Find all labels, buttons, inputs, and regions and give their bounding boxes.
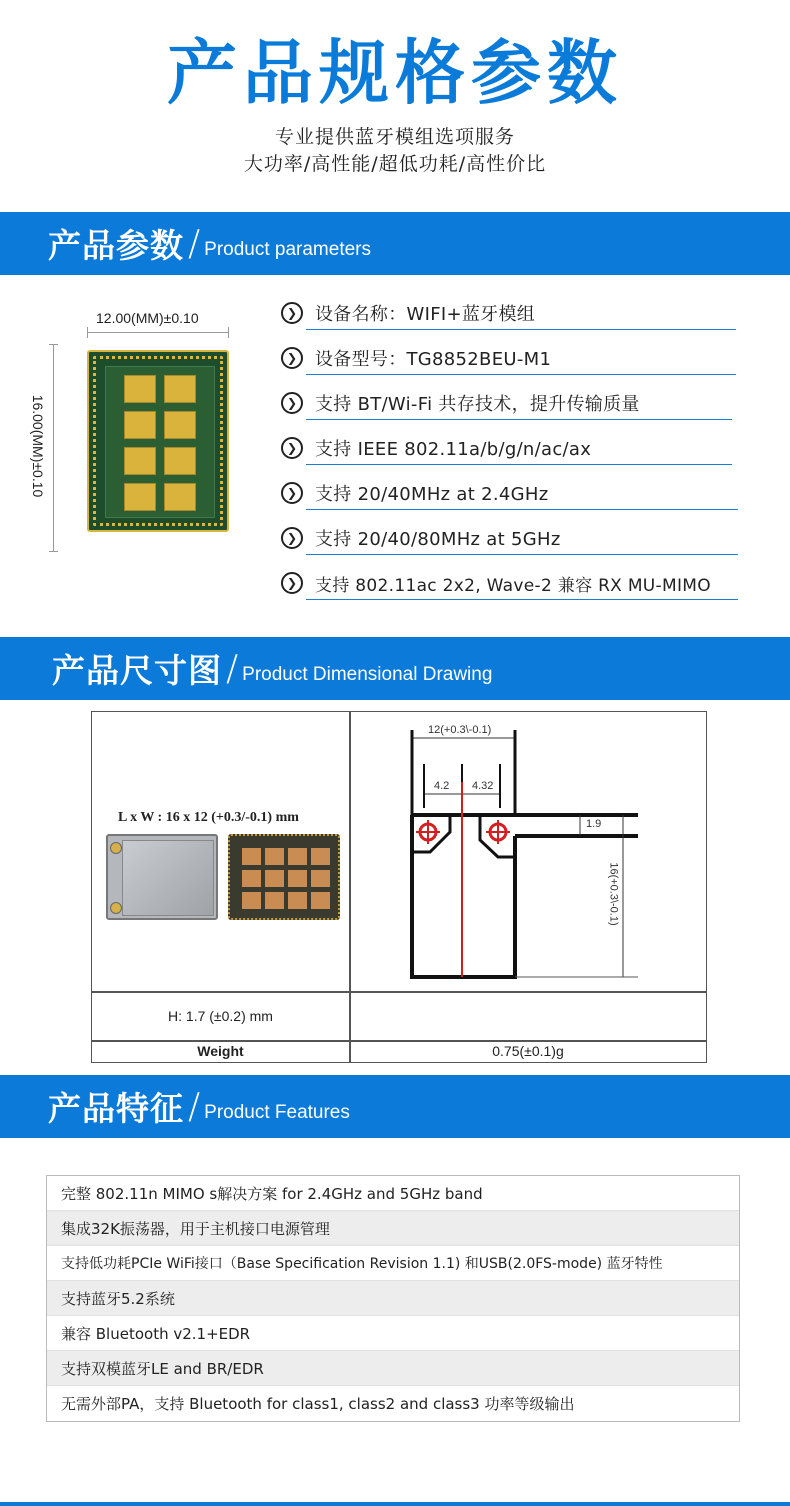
section-slash: / [188, 1086, 201, 1127]
chevron-right-icon: ❯ [281, 527, 303, 549]
hero-subtitle-2: 大功率/高性能/超低功耗/高性价比 [243, 153, 547, 175]
chip-pad [164, 447, 196, 475]
feature-row: 支持蓝牙5.2系统 [47, 1281, 739, 1316]
chevron-right-icon: ❯ [281, 572, 303, 594]
module-pad [311, 848, 330, 865]
spec-underline [306, 419, 732, 420]
dimensional-drawing-table [91, 711, 707, 1063]
chip-pad [164, 375, 196, 403]
spec-item [280, 433, 591, 463]
module-pad [311, 870, 330, 887]
spec-underline [306, 599, 738, 600]
footer-divider [0, 1502, 790, 1506]
chevron-right-icon: ❯ [281, 437, 303, 459]
spec-text: 支持 20/40MHz at 2.4GHz [315, 484, 549, 505]
section-slash: / [188, 223, 201, 264]
features-table [46, 1175, 740, 1422]
module-pad [288, 870, 307, 887]
feature-row: 支持双模蓝牙LE and BR/EDR [47, 1351, 739, 1386]
section-title-zh: 产品特征 [48, 1089, 184, 1128]
module-pad [288, 848, 307, 865]
chip-pad [124, 447, 156, 475]
drawing-divider [92, 1040, 706, 1042]
spec-text: 支持 IEEE 802.11a/b/g/n/ac/ax [315, 439, 592, 460]
dim-c-text: 1.9 [586, 818, 602, 830]
chip-pad [124, 411, 156, 439]
spec-item [280, 478, 549, 508]
module-pad [242, 870, 261, 887]
chip-height-dimension-line [53, 344, 54, 552]
chip-width-label: 12.00(MM)±0.10 [96, 310, 199, 326]
module-pad [288, 892, 307, 909]
chip-pad [124, 375, 156, 403]
feature-row: 无需外部PA，支持 Bluetooth for class1, class2 and class3 功率等级输出 [61, 1395, 575, 1413]
section-band-features [0, 1075, 790, 1138]
module-top-photo [106, 834, 218, 920]
module-bottom-photo [228, 834, 340, 920]
chevron-right-icon: ❯ [281, 302, 303, 324]
chip-pad-area [105, 366, 215, 518]
chevron-right-icon: ❯ [281, 482, 303, 504]
spec-text: 支持 20/40/80MHz at 5GHz [315, 529, 561, 550]
spec-underline [306, 509, 738, 510]
dim-height-text: 16(+0.3\-0.1) [607, 862, 620, 926]
chip-pad [164, 411, 196, 439]
section-title-en: Product Features [204, 1101, 350, 1123]
chip-height-label: 16.00(MM)±0.10 [30, 394, 46, 498]
feature-row: 兼容 Bluetooth v2.1+EDR [47, 1316, 739, 1351]
dim-width-text: 12(+0.3\-0.1) [428, 724, 492, 736]
page-title: 产品规格参数 [167, 32, 623, 114]
section-title-en: Product parameters [204, 238, 371, 260]
spec-item [280, 388, 640, 418]
dim-a-text: 4.2 [434, 780, 450, 792]
module-pad [242, 892, 261, 909]
spec-item [280, 343, 551, 373]
dim-b-text: 4.32 [472, 780, 494, 792]
module-chip-image [87, 350, 229, 532]
feature-row: 完整 802.11n MIMO s解决方案 for 2.4GHz and 5GHz band [47, 1176, 739, 1211]
module-pad [265, 870, 284, 887]
spec-item [280, 298, 535, 328]
module-pad [265, 848, 284, 865]
spec-underline [306, 554, 738, 555]
chip-pad [124, 483, 156, 511]
weight-label: Weight [197, 1043, 244, 1059]
module-pad [265, 892, 284, 909]
spec-item [280, 523, 561, 553]
hero-subtitle-1: 专业提供蓝牙模组选项服务 [274, 126, 515, 148]
module-shield [122, 840, 214, 916]
antenna-connector-icon [110, 842, 122, 854]
antenna-connector-icon [110, 902, 122, 914]
section-band-drawing [0, 637, 790, 700]
module-pad [242, 848, 261, 865]
spec-underline [306, 374, 736, 375]
module-pad [311, 892, 330, 909]
spec-text: 支持 802.11ac 2x2, Wave-2 兼容 RX MU-MIMO [315, 575, 711, 596]
chip-pad [164, 483, 196, 511]
spec-underline [306, 464, 732, 465]
spec-text: 设备型号：TG8852BEU-M1 [315, 349, 552, 370]
feature-row: 集成32K振荡器，用于主机接口电源管理 [47, 1211, 739, 1246]
chevron-right-icon: ❯ [281, 347, 303, 369]
height-label: H: 1.7 (±0.2) mm [168, 1008, 273, 1024]
weight-value: 0.75(±0.1)g [492, 1043, 564, 1059]
section-band-parameters [0, 212, 790, 275]
chip-width-dimension-line [87, 332, 229, 333]
section-slash: / [226, 648, 239, 689]
spec-text: 设备名称：WIFI+蓝牙模组 [315, 304, 536, 325]
spec-underline [306, 329, 736, 330]
spec-item [280, 568, 711, 598]
drawing-divider [92, 991, 706, 993]
section-title-zh: 产品尺寸图 [52, 651, 222, 690]
section-title-zh: 产品参数 [48, 226, 184, 265]
size-label: L x W : 16 x 12 (+0.3/-0.1) mm [118, 810, 299, 825]
section-title-en: Product Dimensional Drawing [242, 663, 493, 685]
outline-drawing [350, 712, 706, 991]
chevron-right-icon: ❯ [281, 392, 303, 414]
spec-text: 支持 BT/Wi-Fi 共存技术，提升传输质量 [315, 394, 640, 415]
feature-row: 支持低功耗PCIe WiFi接口（Base Specification Revision 1.1) 和USB(2.0FS-mode) 蓝牙特性 [47, 1246, 739, 1281]
